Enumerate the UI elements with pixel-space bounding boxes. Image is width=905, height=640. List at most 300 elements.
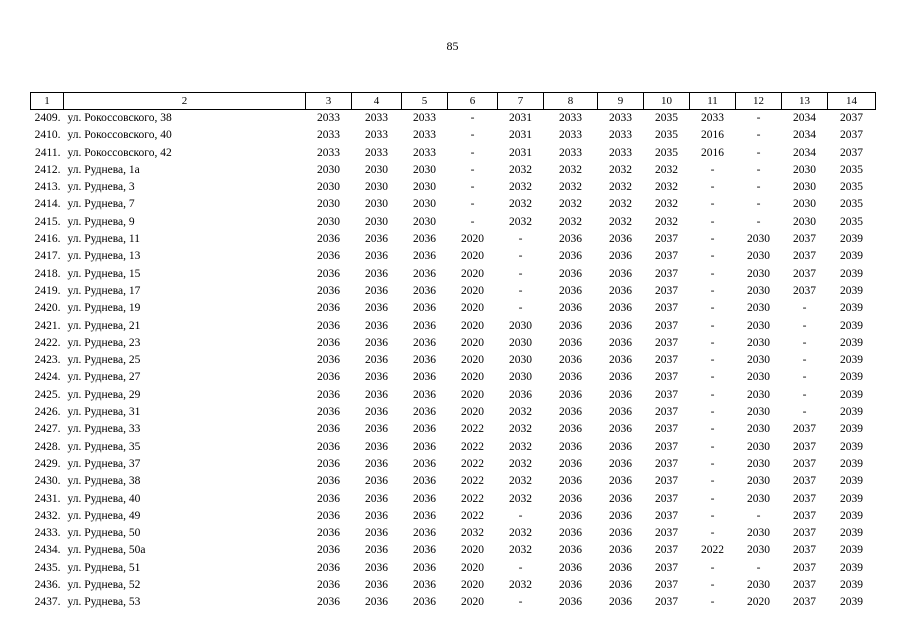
year-cell: 2036 bbox=[317, 492, 340, 505]
year-cell: 2030 bbox=[747, 371, 770, 384]
year-cell: 2036 bbox=[413, 561, 436, 574]
header-cell-4: 4 bbox=[352, 93, 402, 110]
year-cell: 2036 bbox=[317, 544, 340, 557]
year-cell: 2034 bbox=[793, 112, 816, 124]
year-cell: 2037 bbox=[655, 561, 678, 574]
year-cell: - bbox=[710, 509, 715, 522]
year-cell: 2039 bbox=[840, 561, 863, 574]
row-number: 2420. bbox=[34, 302, 61, 315]
year-cell: 2035 bbox=[840, 198, 863, 211]
year-cell: 2036 bbox=[317, 440, 340, 453]
year-cell: 2036 bbox=[317, 388, 340, 401]
year-cell: 2022 bbox=[461, 440, 484, 453]
year-cell: 2030 bbox=[747, 354, 770, 367]
year-cell: 2035 bbox=[840, 215, 863, 228]
header-cell-10: 10 bbox=[644, 93, 690, 110]
year-cell: 2030 bbox=[793, 215, 816, 228]
year-cell: 2037 bbox=[655, 527, 678, 540]
row-number: 2412. bbox=[34, 163, 61, 176]
year-cell: 2036 bbox=[413, 579, 436, 592]
year-cell: 2033 bbox=[559, 146, 582, 159]
year-cell: 2036 bbox=[365, 284, 388, 297]
table-row bbox=[31, 369, 876, 386]
year-cell: - bbox=[710, 284, 715, 297]
year-cell: 2036 bbox=[559, 250, 582, 263]
year-cell: 2032 bbox=[509, 215, 532, 228]
year-cell: 2020 bbox=[747, 596, 770, 609]
header-cell-12: 12 bbox=[736, 93, 782, 110]
address-cell: ул. Руднева, 37 bbox=[67, 457, 141, 470]
year-cell: - bbox=[710, 406, 715, 419]
year-cell: 2037 bbox=[655, 492, 678, 505]
year-cell: 2039 bbox=[840, 250, 863, 263]
year-cell: 2037 bbox=[655, 596, 678, 609]
year-cell: 2036 bbox=[365, 596, 388, 609]
year-cell: 2032 bbox=[509, 544, 532, 557]
year-cell: 2036 bbox=[609, 509, 632, 522]
year-cell: 2020 bbox=[461, 319, 484, 332]
year-cell: - bbox=[756, 198, 761, 211]
year-cell: 2036 bbox=[413, 354, 436, 367]
table-row bbox=[31, 318, 876, 335]
row-number: 2417. bbox=[34, 250, 61, 263]
year-cell: - bbox=[518, 596, 523, 609]
row-number: 2411. bbox=[35, 146, 61, 159]
year-cell: 2020 bbox=[461, 302, 484, 315]
year-cell: - bbox=[710, 319, 715, 332]
header-cell-8: 8 bbox=[544, 93, 598, 110]
year-cell: 2036 bbox=[365, 319, 388, 332]
row-number: 2437. bbox=[34, 596, 61, 609]
year-cell: 2034 bbox=[793, 129, 816, 142]
address-cell: ул. Руднева, 40 bbox=[67, 492, 141, 505]
year-cell: 2036 bbox=[317, 596, 340, 609]
year-cell: 2036 bbox=[317, 579, 340, 592]
year-cell: 2036 bbox=[413, 371, 436, 384]
row-number: 2429. bbox=[34, 457, 61, 470]
year-cell: 2020 bbox=[461, 406, 484, 419]
year-cell: 2030 bbox=[317, 181, 340, 194]
year-cell: 2036 bbox=[413, 440, 436, 453]
year-cell: 2036 bbox=[365, 267, 388, 280]
year-cell: 2037 bbox=[793, 475, 816, 488]
year-cell: - bbox=[756, 181, 761, 194]
year-cell: 2030 bbox=[793, 198, 816, 211]
year-cell: 2036 bbox=[609, 406, 632, 419]
year-cell: 2036 bbox=[365, 509, 388, 522]
year-cell: 2036 bbox=[609, 354, 632, 367]
year-cell: - bbox=[710, 388, 715, 401]
row-number: 2410. bbox=[34, 129, 61, 142]
year-cell: 2036 bbox=[413, 319, 436, 332]
year-cell: 2036 bbox=[317, 267, 340, 280]
table-row bbox=[31, 387, 876, 404]
year-cell: 2036 bbox=[609, 492, 632, 505]
year-cell: 2036 bbox=[609, 596, 632, 609]
address-cell: ул. Руднева, 49 bbox=[67, 509, 141, 522]
year-cell: 2037 bbox=[793, 509, 816, 522]
year-cell: 2037 bbox=[655, 284, 678, 297]
year-cell: 2030 bbox=[747, 475, 770, 488]
year-cell: 2039 bbox=[840, 354, 863, 367]
year-cell: 2030 bbox=[509, 371, 532, 384]
year-cell: 2036 bbox=[559, 406, 582, 419]
year-cell: 2020 bbox=[461, 354, 484, 367]
year-cell: 2036 bbox=[413, 475, 436, 488]
year-cell: 2033 bbox=[609, 146, 632, 159]
year-cell: 2039 bbox=[840, 579, 863, 592]
table-row bbox=[31, 266, 876, 283]
year-cell: 2035 bbox=[655, 129, 678, 142]
year-cell: 2036 bbox=[559, 544, 582, 557]
row-number: 2436. bbox=[34, 579, 61, 592]
year-cell: 2036 bbox=[559, 233, 582, 246]
year-cell: 2030 bbox=[747, 423, 770, 436]
year-cell: 2037 bbox=[793, 492, 816, 505]
year-cell: 2036 bbox=[609, 561, 632, 574]
year-cell: 2031 bbox=[509, 146, 532, 159]
table-row bbox=[31, 491, 876, 508]
year-cell: - bbox=[710, 423, 715, 436]
year-cell: 2036 bbox=[413, 423, 436, 436]
year-cell: - bbox=[710, 354, 715, 367]
year-cell: 2036 bbox=[317, 250, 340, 263]
year-cell: 2039 bbox=[840, 302, 863, 315]
header-cell-14: 14 bbox=[828, 93, 876, 110]
year-cell: 2037 bbox=[655, 475, 678, 488]
year-cell: 2036 bbox=[559, 527, 582, 540]
year-cell: 2032 bbox=[559, 215, 582, 228]
row-number: 2423. bbox=[34, 354, 61, 367]
table-row bbox=[31, 404, 876, 421]
year-cell: 2030 bbox=[413, 198, 436, 211]
year-cell: 2037 bbox=[793, 250, 816, 263]
year-cell: 2033 bbox=[413, 112, 436, 124]
address-cell: ул. Руднева, 11 bbox=[67, 233, 140, 246]
year-cell: 2036 bbox=[317, 319, 340, 332]
year-cell: - bbox=[802, 319, 807, 332]
address-cell: ул. Руднева, 50а bbox=[67, 544, 146, 557]
year-cell: 2037 bbox=[793, 423, 816, 436]
year-cell: 2036 bbox=[609, 388, 632, 401]
year-cell: 2030 bbox=[747, 233, 770, 246]
row-number: 2427. bbox=[34, 423, 61, 436]
year-cell: 2033 bbox=[317, 112, 340, 124]
year-cell: 2030 bbox=[747, 492, 770, 505]
year-cell: 2035 bbox=[840, 163, 863, 176]
year-cell: 2037 bbox=[793, 579, 816, 592]
year-cell: 2036 bbox=[609, 250, 632, 263]
year-cell: 2033 bbox=[365, 146, 388, 159]
year-cell: - bbox=[710, 440, 715, 453]
address-cell: ул. Рокоссовского, 38 bbox=[67, 112, 172, 124]
header-row bbox=[31, 93, 876, 110]
year-cell: 2036 bbox=[413, 457, 436, 470]
year-cell: - bbox=[710, 250, 715, 263]
year-cell: 2039 bbox=[840, 457, 863, 470]
year-cell: 2036 bbox=[609, 579, 632, 592]
year-cell: - bbox=[710, 457, 715, 470]
year-cell: - bbox=[710, 596, 715, 609]
year-cell: 2036 bbox=[609, 302, 632, 315]
year-cell: 2030 bbox=[747, 457, 770, 470]
year-cell: 2036 bbox=[317, 475, 340, 488]
year-cell: 2036 bbox=[559, 440, 582, 453]
year-cell: 2020 bbox=[461, 284, 484, 297]
row-number: 2421. bbox=[34, 319, 61, 332]
year-cell: 2032 bbox=[655, 198, 678, 211]
year-cell: 2036 bbox=[317, 561, 340, 574]
year-cell: 2022 bbox=[461, 475, 484, 488]
year-cell: 2036 bbox=[609, 423, 632, 436]
year-cell: 2022 bbox=[461, 423, 484, 436]
year-cell: 2030 bbox=[747, 302, 770, 315]
year-cell: 2036 bbox=[559, 302, 582, 315]
year-cell: 2031 bbox=[509, 129, 532, 142]
address-cell: ул. Рокоссовского, 42 bbox=[67, 146, 172, 159]
year-cell: - bbox=[470, 129, 475, 142]
year-cell: 2036 bbox=[317, 354, 340, 367]
year-cell: - bbox=[756, 561, 761, 574]
year-cell: 2032 bbox=[509, 181, 532, 194]
header-cell-5: 5 bbox=[402, 93, 448, 110]
year-cell: 2036 bbox=[365, 492, 388, 505]
header-cell-6: 6 bbox=[448, 93, 498, 110]
year-cell: - bbox=[470, 146, 475, 159]
year-cell: 2037 bbox=[840, 112, 863, 124]
year-cell: 2032 bbox=[609, 198, 632, 211]
schedule-table bbox=[30, 92, 876, 612]
year-cell: - bbox=[756, 146, 761, 159]
row-number: 2422. bbox=[34, 336, 61, 349]
year-cell: 2032 bbox=[609, 181, 632, 194]
year-cell: 2037 bbox=[655, 302, 678, 315]
year-cell: 2030 bbox=[365, 215, 388, 228]
address-cell: ул. Руднева, 50 bbox=[67, 527, 141, 540]
address-cell: ул. Руднева, 52 bbox=[67, 579, 141, 592]
year-cell: 2036 bbox=[559, 457, 582, 470]
year-cell: - bbox=[802, 406, 807, 419]
table-row bbox=[31, 577, 876, 594]
year-cell: 2036 bbox=[365, 527, 388, 540]
year-cell: - bbox=[802, 388, 807, 401]
year-cell: 2030 bbox=[317, 198, 340, 211]
year-cell: 2020 bbox=[461, 267, 484, 280]
year-cell: 2037 bbox=[655, 233, 678, 246]
year-cell: 2037 bbox=[655, 354, 678, 367]
table-row bbox=[31, 248, 876, 265]
year-cell: 2036 bbox=[559, 561, 582, 574]
address-cell: ул. Руднева, 29 bbox=[67, 388, 141, 401]
year-cell: - bbox=[470, 181, 475, 194]
year-cell: 2032 bbox=[509, 163, 532, 176]
year-cell: 2032 bbox=[655, 163, 678, 176]
year-cell: - bbox=[710, 215, 715, 228]
year-cell: 2036 bbox=[365, 457, 388, 470]
year-cell: 2035 bbox=[655, 146, 678, 159]
header-cell-13: 13 bbox=[782, 93, 828, 110]
year-cell: 2037 bbox=[793, 561, 816, 574]
year-cell: 2033 bbox=[609, 129, 632, 142]
year-cell: 2022 bbox=[701, 544, 724, 557]
year-cell: 2036 bbox=[413, 492, 436, 505]
year-cell: 2036 bbox=[509, 388, 532, 401]
year-cell: 2036 bbox=[365, 406, 388, 419]
year-cell: 2030 bbox=[747, 406, 770, 419]
row-number: 2409. bbox=[34, 112, 61, 124]
year-cell: 2035 bbox=[655, 112, 678, 124]
row-number: 2415. bbox=[34, 215, 61, 228]
year-cell: - bbox=[710, 181, 715, 194]
year-cell: 2037 bbox=[655, 544, 678, 557]
year-cell: 2036 bbox=[609, 457, 632, 470]
address-cell: ул. Руднева, 1а bbox=[67, 163, 140, 176]
year-cell: - bbox=[470, 198, 475, 211]
table-row bbox=[31, 352, 876, 369]
year-cell: 2030 bbox=[413, 163, 436, 176]
year-cell: - bbox=[802, 371, 807, 384]
year-cell: 2039 bbox=[840, 475, 863, 488]
row-number: 2425. bbox=[34, 388, 61, 401]
year-cell: 2037 bbox=[655, 250, 678, 263]
year-cell: 2030 bbox=[317, 215, 340, 228]
table-row bbox=[31, 439, 876, 456]
year-cell: 2030 bbox=[747, 388, 770, 401]
year-cell: 2036 bbox=[317, 371, 340, 384]
year-cell: 2036 bbox=[365, 250, 388, 263]
year-cell: 2036 bbox=[559, 492, 582, 505]
table-row bbox=[31, 456, 876, 473]
table-row bbox=[31, 560, 876, 577]
address-cell: ул. Руднева, 35 bbox=[67, 440, 141, 453]
year-cell: 2022 bbox=[461, 492, 484, 505]
year-cell: 2039 bbox=[840, 267, 863, 280]
year-cell: 2036 bbox=[365, 371, 388, 384]
year-cell: 2020 bbox=[461, 579, 484, 592]
year-cell: 2036 bbox=[413, 233, 436, 246]
year-cell: 2033 bbox=[317, 129, 340, 142]
year-cell: 2036 bbox=[609, 544, 632, 557]
year-cell: 2037 bbox=[793, 267, 816, 280]
year-cell: 2037 bbox=[793, 596, 816, 609]
year-cell: 2032 bbox=[655, 181, 678, 194]
year-cell: 2039 bbox=[840, 319, 863, 332]
year-cell: 2037 bbox=[793, 527, 816, 540]
table-row bbox=[31, 421, 876, 438]
year-cell: 2036 bbox=[413, 544, 436, 557]
table-row bbox=[31, 542, 876, 559]
table-row bbox=[31, 162, 876, 179]
year-cell: 2036 bbox=[317, 457, 340, 470]
address-cell: ул. Руднева, 33 bbox=[67, 423, 141, 436]
year-cell: 2036 bbox=[365, 579, 388, 592]
year-cell: 2030 bbox=[747, 250, 770, 263]
year-cell: 2033 bbox=[413, 129, 436, 142]
year-cell: 2036 bbox=[609, 284, 632, 297]
year-cell: 2036 bbox=[609, 371, 632, 384]
year-cell: 2020 bbox=[461, 250, 484, 263]
table-row bbox=[31, 179, 876, 196]
year-cell: - bbox=[518, 233, 523, 246]
year-cell: 2032 bbox=[509, 475, 532, 488]
year-cell: 2036 bbox=[413, 527, 436, 540]
year-cell: 2039 bbox=[840, 371, 863, 384]
year-cell: 2036 bbox=[413, 284, 436, 297]
table-row bbox=[31, 145, 876, 162]
address-cell: ул. Рокоссовского, 40 bbox=[67, 129, 172, 142]
address-cell: ул. Руднева, 7 bbox=[67, 198, 135, 211]
year-cell: 2033 bbox=[559, 112, 582, 124]
year-cell: - bbox=[518, 267, 523, 280]
year-cell: 2031 bbox=[509, 112, 532, 124]
header-cell-11: 11 bbox=[690, 93, 736, 110]
year-cell: 2033 bbox=[317, 146, 340, 159]
year-cell: - bbox=[710, 561, 715, 574]
row-number: 2432. bbox=[34, 509, 61, 522]
address-cell: ул. Руднева, 38 bbox=[67, 475, 141, 488]
address-cell: ул. Руднева, 23 bbox=[67, 336, 141, 349]
year-cell: 2039 bbox=[840, 596, 863, 609]
year-cell: 2036 bbox=[413, 406, 436, 419]
address-cell: ул. Руднева, 25 bbox=[67, 354, 141, 367]
year-cell: - bbox=[710, 267, 715, 280]
year-cell: 2037 bbox=[655, 457, 678, 470]
table-row bbox=[31, 110, 876, 128]
address-cell: ул. Руднева, 27 bbox=[67, 371, 141, 384]
year-cell: 2020 bbox=[461, 544, 484, 557]
year-cell: 2037 bbox=[655, 509, 678, 522]
year-cell: - bbox=[470, 112, 475, 124]
header-cell-2: 2 bbox=[64, 93, 306, 110]
header-cell-3: 3 bbox=[306, 93, 352, 110]
year-cell: 2030 bbox=[509, 354, 532, 367]
address-cell: ул. Руднева, 51 bbox=[67, 561, 141, 574]
year-cell: 2037 bbox=[655, 406, 678, 419]
year-cell: 2036 bbox=[317, 284, 340, 297]
year-cell: 2032 bbox=[559, 198, 582, 211]
year-cell: 2030 bbox=[747, 336, 770, 349]
year-cell: 2039 bbox=[840, 509, 863, 522]
row-number: 2413. bbox=[34, 181, 61, 194]
year-cell: 2036 bbox=[559, 284, 582, 297]
year-cell: 2022 bbox=[461, 509, 484, 522]
row-number: 2419. bbox=[34, 284, 61, 297]
year-cell: 2037 bbox=[655, 267, 678, 280]
row-number: 2418. bbox=[34, 267, 61, 280]
year-cell: 2036 bbox=[559, 579, 582, 592]
year-cell: - bbox=[802, 354, 807, 367]
address-cell: ул. Руднева, 17 bbox=[67, 284, 141, 297]
year-cell: 2039 bbox=[840, 406, 863, 419]
table-row bbox=[31, 214, 876, 231]
year-cell: 2032 bbox=[509, 406, 532, 419]
year-cell: - bbox=[802, 336, 807, 349]
year-cell: 2030 bbox=[747, 440, 770, 453]
year-cell: 2032 bbox=[509, 198, 532, 211]
year-cell: 2032 bbox=[461, 527, 484, 540]
year-cell: 2037 bbox=[655, 423, 678, 436]
year-cell: 2032 bbox=[609, 163, 632, 176]
year-cell: 2036 bbox=[609, 267, 632, 280]
year-cell: 2039 bbox=[840, 233, 863, 246]
address-cell: ул. Руднева, 9 bbox=[67, 215, 135, 228]
year-cell: 2037 bbox=[840, 129, 863, 142]
year-cell: - bbox=[710, 336, 715, 349]
year-cell: - bbox=[518, 284, 523, 297]
address-cell: ул. Руднева, 13 bbox=[67, 250, 141, 263]
year-cell: 2016 bbox=[701, 129, 724, 142]
year-cell: 2037 bbox=[840, 146, 863, 159]
